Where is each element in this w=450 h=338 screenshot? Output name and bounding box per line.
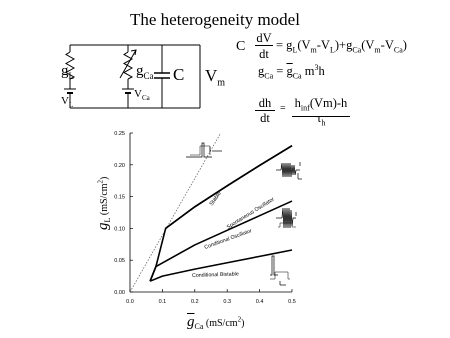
inset-bistable-trace <box>270 256 290 285</box>
eq1-capacitance: C <box>236 39 246 54</box>
x-tick-label: 0.0 <box>126 299 134 305</box>
y-tick-label: 0.10 <box>114 226 125 233</box>
eq1-rhs: = $g_L(V_m-V_L)+g_{Ca}(V_m-V_{Ca})$ <box>276 38 407 55</box>
y-tick-label: 0.25 <box>114 131 125 137</box>
gca-variable-arrow <box>120 50 136 78</box>
eq1-denominator: dt <box>259 47 269 61</box>
vl-label: $V_L$ <box>61 95 74 110</box>
y-tick-label: 0.05 <box>114 258 125 265</box>
region-label-conditional-oscillator: Conditional Oscillator <box>203 228 253 251</box>
x-tick-label: 0.3 <box>223 299 232 305</box>
gl-label: $g_L$ <box>61 63 74 81</box>
region-label-stable: Stable <box>208 190 223 208</box>
x-tick-label: 0.2 <box>190 299 199 305</box>
y-tick-label: 0.15 <box>114 194 125 201</box>
region-label-spontaneous: Spontaneous Oscillator <box>225 196 276 231</box>
x-tick-label: 0.5 <box>288 299 296 305</box>
x-tick-label: 0.4 <box>255 299 264 305</box>
y-tick-label: 0.20 <box>114 162 125 169</box>
y-axis-label: $g_L$ $(mS/cm^2)$ <box>95 176 112 230</box>
x-tick-label: 0.1 <box>158 299 167 305</box>
figure-title: The heterogeneity model <box>130 10 300 29</box>
eq1-numerator: dV <box>256 31 272 45</box>
capacitance-label: C <box>173 65 185 84</box>
eq3-numerator: dh <box>255 96 275 111</box>
eq3-equals: = <box>280 103 286 114</box>
gca-label: $g_{Ca}$ <box>136 63 154 81</box>
vm-label: $V_m$ <box>205 66 226 89</box>
inset-conditional-oscillator-trace <box>276 208 296 228</box>
conditional-oscillator-upper-curve <box>150 146 292 281</box>
gca-resistor <box>124 52 132 79</box>
region-label-conditional-bistable: Conditional Bistable <box>191 271 239 279</box>
eq3-rhs-numerator: $h_{inf}(Vm)-h$ <box>292 96 350 117</box>
x-axis-label: $\overline{g}_{Ca}$ $(mS/cm^2)$ <box>187 314 245 331</box>
eq3-rhs-denominator: $\tau_h$ <box>316 111 326 128</box>
y-tick-label: 0.00 <box>114 290 125 296</box>
eq3-denominator: dt <box>260 111 270 125</box>
eq2: $g_{Ca} = \overline{g}_{Ca}$ $m^3h$ <box>258 63 325 81</box>
inset-spontaneous-trace <box>276 162 302 179</box>
vca-label: $V_{Ca}$ <box>134 88 150 103</box>
inset-stable-trace <box>186 143 222 157</box>
